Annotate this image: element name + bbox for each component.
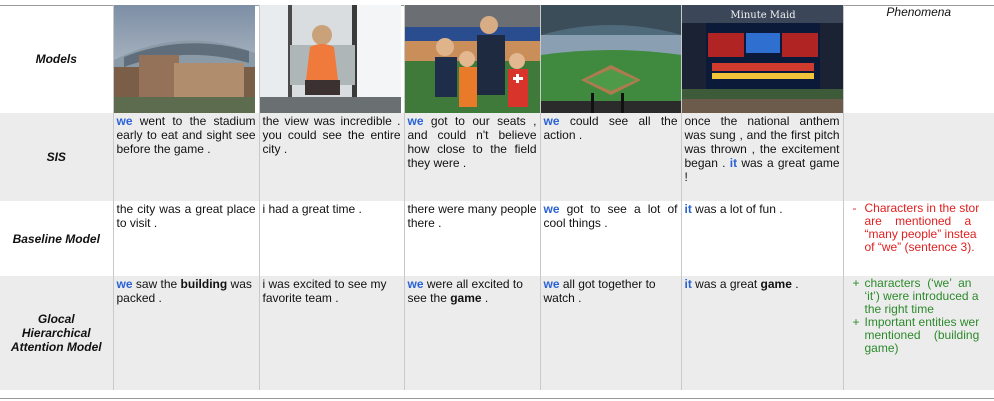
- baseline-row: [0, 201, 994, 276]
- sis-label: SIS: [0, 113, 113, 201]
- phenomena-header: Phenomena: [886, 5, 952, 19]
- sis-phenomena-cell: [843, 113, 994, 201]
- phenomenon-item: [847, 316, 992, 355]
- phenomenon-item: [847, 277, 992, 316]
- glocal-row: [0, 276, 994, 390]
- sentence-text: got to see a lot of cool things .: [543, 202, 678, 230]
- sentence-text: could see all the action .: [543, 114, 678, 142]
- glocal-cell-5: [681, 276, 843, 390]
- phenomenon-line: mentioned (building: [864, 328, 980, 342]
- baseline-label: Baseline Model: [0, 201, 113, 276]
- phenomenon-line: Characters in the stor: [864, 201, 980, 215]
- pronoun-it: it: [729, 156, 738, 170]
- pronoun-we: we: [543, 202, 560, 216]
- sis-cell-4: [540, 113, 681, 201]
- sentence-text: were all excited to see the: [407, 277, 523, 305]
- pronoun-we: we: [116, 114, 133, 128]
- baseline-cell-2: [259, 201, 404, 276]
- phenomenon-line: ‘it’) were introduced a: [864, 289, 979, 303]
- sentence-text: was a great game !: [684, 156, 840, 184]
- pronoun-it: it: [684, 277, 692, 291]
- sentence-text: i had a great time .: [262, 202, 362, 216]
- image-row: [0, 5, 994, 113]
- pronoun-we: we: [543, 277, 560, 291]
- family-at-ballpark-photo: [404, 5, 540, 113]
- glocal-label: Glocal Hierarchical Attention Model: [0, 276, 113, 390]
- models-header: Models: [0, 5, 113, 113]
- phenomenon-line: the right time: [864, 302, 934, 316]
- stadium-exterior-photo: [113, 5, 259, 113]
- baseline-phenomena-cell: [843, 201, 994, 276]
- sentence-text: all got together to watch .: [543, 277, 656, 305]
- sentence-text: was a great: [691, 277, 761, 291]
- glocal-cell-2: [259, 276, 404, 390]
- sentence-text: there were many people there .: [407, 202, 537, 230]
- sentence-text: went to the stadium early to eat and sight see before the game .: [116, 114, 256, 156]
- phenomenon-line: characters (‘we’ an: [864, 276, 972, 290]
- sis-cell-5: [681, 113, 843, 201]
- phenomenon-line: of “we” (sentence 3).: [864, 240, 975, 254]
- minus-marker: -: [852, 201, 857, 215]
- baseline-cell-3: [404, 201, 540, 276]
- sentence-text: was a lot of fun .: [691, 202, 783, 216]
- scoreboard-sign-text: Minute Maid: [729, 10, 796, 21]
- scoreboard-photo: [681, 5, 843, 113]
- glocal-cell-4: [540, 276, 681, 390]
- glocal-phenomena-cell: [843, 276, 994, 390]
- baseline-cell-4: [540, 201, 681, 276]
- sis-cell-1: [113, 113, 259, 201]
- sis-cell-3: [404, 113, 540, 201]
- sentence-text: i was excited to see my favorite team .: [262, 277, 387, 305]
- pronoun-we: we: [407, 114, 424, 128]
- pronoun-we: we: [407, 277, 424, 291]
- entity-word: game: [450, 291, 482, 305]
- entity-word: game: [760, 277, 792, 291]
- sis-cell-2: [259, 113, 404, 201]
- plus-marker: +: [852, 315, 860, 329]
- sentence-text: saw the: [132, 277, 181, 291]
- pronoun-we: we: [543, 114, 560, 128]
- sentence-text: .: [791, 277, 799, 291]
- phenomenon-line: Important entities wer: [864, 315, 980, 329]
- sentence-text: .: [481, 291, 489, 305]
- baseline-cell-1: [113, 201, 259, 276]
- phenomenon-line: game): [864, 341, 899, 355]
- sentence-text: once the national anthem was sung , and the first pitch was thrown , the excitement began .: [684, 114, 840, 170]
- glocal-cell-3: [404, 276, 540, 390]
- sentence-text: the view was incredible . you could see the entire city .: [262, 114, 401, 156]
- sentence-text: the city was a great place to visit .: [116, 202, 256, 230]
- phenomenon-line: are mentioned a: [864, 214, 972, 228]
- girl-at-window-photo: [259, 5, 404, 113]
- phenomenon-line: “many people” instea: [864, 227, 977, 241]
- comparison-table: [0, 5, 994, 390]
- entity-word: building: [180, 277, 228, 291]
- field-view-photo: [540, 5, 681, 113]
- sentence-text: was packed .: [116, 277, 252, 305]
- pronoun-we: we: [116, 277, 133, 291]
- pronoun-it: it: [684, 202, 692, 216]
- sis-row: [0, 113, 994, 201]
- phenomenon-item: [847, 202, 992, 254]
- glocal-cell-1: [113, 276, 259, 390]
- plus-marker: +: [852, 276, 860, 290]
- baseline-cell-5: [681, 201, 843, 276]
- sentence-text: got to our seats , and could n't believe how close to the field they were .: [407, 114, 537, 170]
- bottom-rule: [0, 398, 994, 399]
